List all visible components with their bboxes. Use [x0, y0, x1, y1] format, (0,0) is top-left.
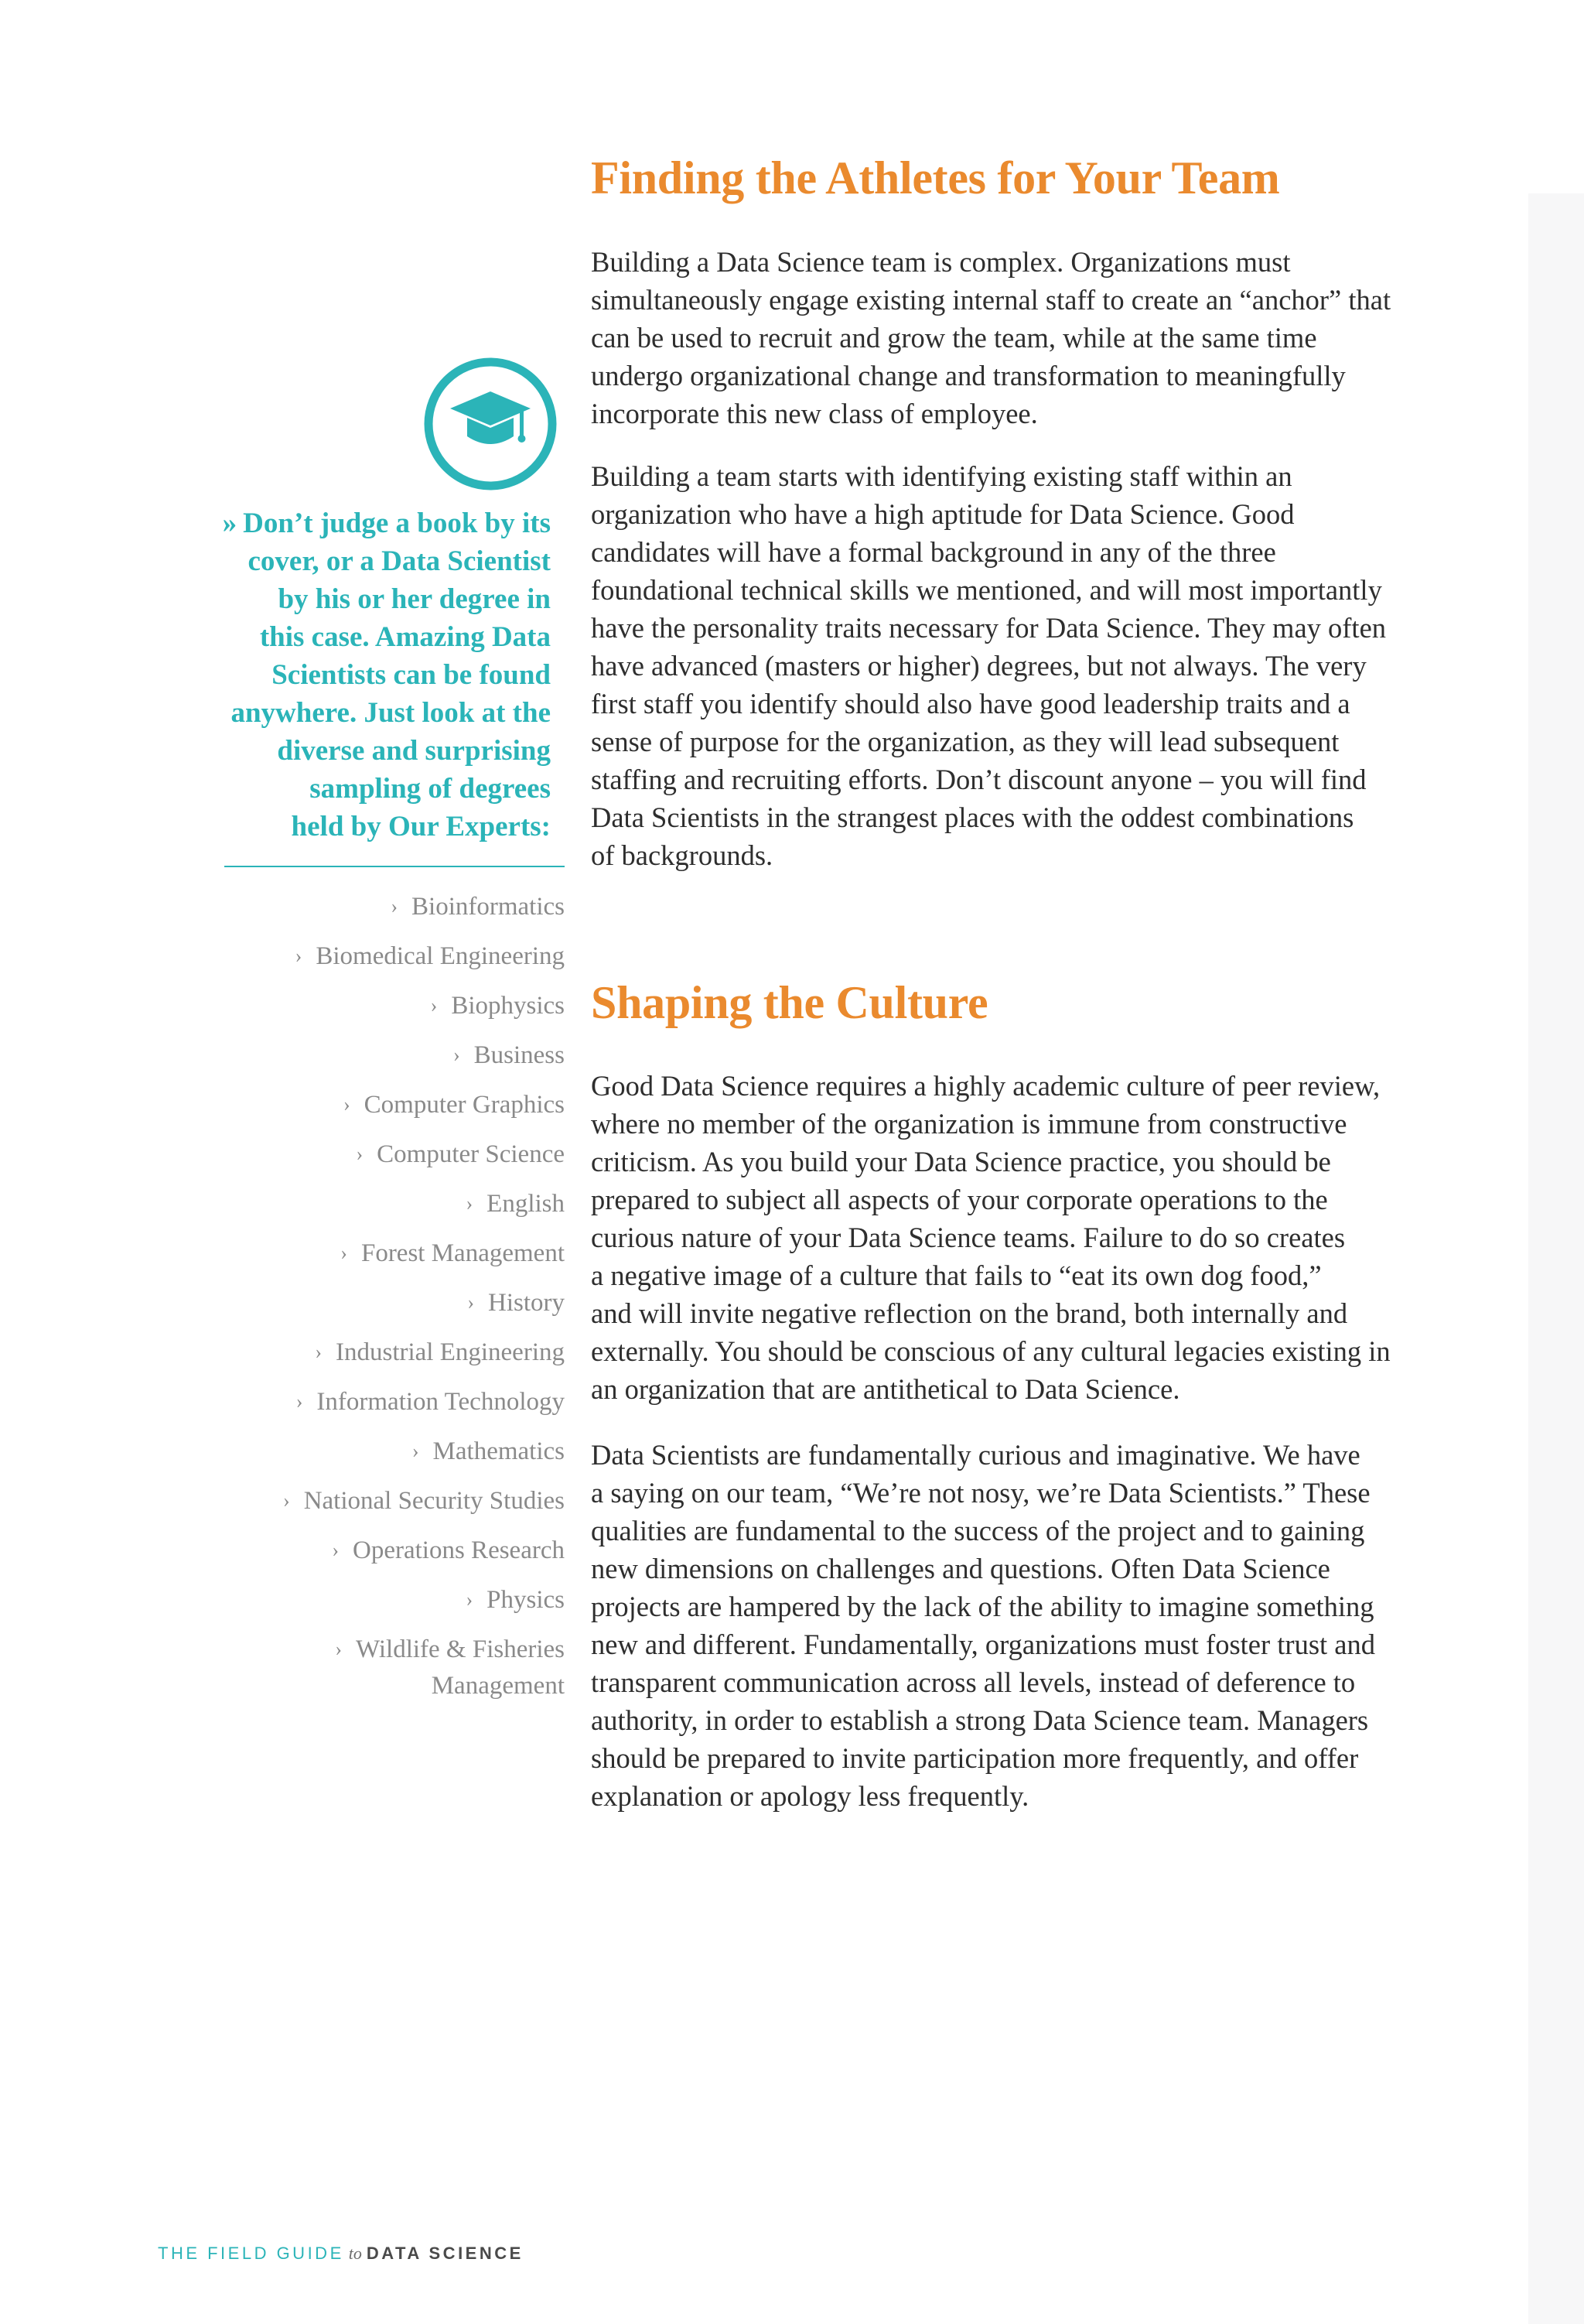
list-item [209, 888, 565, 925]
list-item [209, 1284, 565, 1321]
text-line: sense of purpose for the organization, as they will lead subsequent [591, 726, 1340, 757]
list-item [209, 1433, 565, 1470]
paragraph [591, 243, 1426, 432]
list-item [209, 1581, 565, 1618]
text-line: new dimensions on challenges and questions. Often Data Science [591, 1553, 1330, 1584]
text-line: Building a Data Science team is complex. Organizations must [591, 246, 1291, 278]
divider-rule [224, 866, 565, 867]
pull-quote-line: held by Our Experts: [291, 811, 551, 842]
text-line: Building a team starts with identifying existing staff within an [591, 460, 1292, 492]
list-item [209, 1532, 565, 1569]
degree-label: Physics [486, 1586, 565, 1614]
degree-list [209, 888, 565, 1717]
degree-label: Mathematics [432, 1437, 565, 1465]
list-item [209, 1136, 565, 1173]
text-line: a negative image of a culture that fails to “eat its own dog food,” [591, 1259, 1322, 1291]
list-item [209, 1383, 565, 1420]
bullet-icon: › [467, 1291, 474, 1314]
degree-label: Biomedical Engineering [316, 942, 565, 970]
paragraph [591, 1436, 1426, 1815]
text-line: transparent communication across all levels, instead of deference to [591, 1666, 1356, 1698]
list-item [209, 938, 565, 975]
footer-connector: to [348, 2244, 362, 2263]
text-line: projects are hampered by the lack of the ability to imagine something [591, 1591, 1374, 1622]
list-item [209, 1482, 565, 1519]
pull-quote-line: by his or her degree in [278, 583, 551, 615]
degree-label-continued: Management [431, 1672, 565, 1700]
degree-label: Computer Science [377, 1140, 565, 1168]
text-line: a saying on our team, “We’re not nosy, we’re Data Scientists.” These [591, 1477, 1371, 1509]
text-line: undergo organizational change and transformation to meaningfully [591, 360, 1346, 391]
page-footer [158, 2244, 524, 2264]
bullet-icon: › [411, 1440, 419, 1462]
text-line: staffing and recruiting efforts. Don’t discount anyone – you will find [591, 764, 1367, 795]
bullet-icon: › [466, 1588, 473, 1611]
quote-marker: » [222, 508, 237, 539]
degree-label: Bioinformatics [411, 893, 565, 921]
pull-quote-text: Don’t judge a book by its [243, 508, 551, 539]
text-line: organization who have a high aptitude for Data Science. Good [591, 498, 1295, 530]
bullet-icon: › [430, 994, 438, 1017]
text-line: candidates will have a formal background in any of the three [591, 536, 1276, 568]
bullet-icon: › [295, 945, 302, 967]
text-line: can be used to recruit and grow the team, while at the same time [591, 322, 1317, 354]
bullet-icon: › [343, 1093, 350, 1116]
degree-label: Wildlife & Fisheries [356, 1635, 565, 1663]
text-line: authority, in order to establish a strong Data Science team. Managers [591, 1704, 1369, 1736]
paragraph [591, 457, 1426, 874]
text-line: curious nature of your Data Science teams. Failure to do so creates [591, 1222, 1346, 1253]
text-line: new and different. Fundamentally, organizations must foster trust and [591, 1629, 1375, 1660]
text-line: should be prepared to invite participation more frequently, and offer [591, 1742, 1359, 1774]
text-line: externally. You should be conscious of any cultural legacies existing in [591, 1335, 1391, 1367]
text-line: have advanced (masters or higher) degrees, but not always. The very [591, 650, 1367, 682]
text-line: incorporate this new class of employee. [591, 398, 1038, 429]
text-line: prepared to subject all aspects of your corporate operations to the [591, 1184, 1328, 1215]
text-line: Good Data Science requires a highly academic culture of peer review, [591, 1070, 1381, 1102]
pull-quote-line: this case. Amazing Data [259, 621, 551, 653]
degree-label: English [486, 1190, 565, 1218]
pull-quote-line: Scientists can be found [271, 659, 551, 691]
page-edge-shade [1528, 193, 1584, 2324]
bullet-icon: › [283, 1489, 290, 1512]
bullet-icon: › [356, 1143, 364, 1165]
bullet-icon: › [315, 1341, 322, 1363]
pull-quote-line: cover, or a Data Scientist [248, 545, 551, 577]
text-line: first staff you identify should also have good leadership traits and a [591, 688, 1350, 719]
text-line: where no member of the organization is immune from constructive [591, 1108, 1347, 1140]
text-line: criticism. As you build your Data Science practice, you should be [591, 1146, 1331, 1177]
list-item [209, 1334, 565, 1371]
list-item [209, 1631, 565, 1704]
footer-title-part: THE FIELD GUIDE [158, 2244, 344, 2263]
pull-quote-line: sampling of degrees [309, 773, 551, 805]
degree-label: Operations Research [353, 1536, 565, 1564]
bullet-icon: › [335, 1638, 343, 1660]
text-line: qualities are fundamental to the success of the project and to gaining [591, 1515, 1365, 1546]
graduation-cap-icon [422, 356, 558, 492]
text-line: and will invite negative reflection on the brand, both internally and [591, 1297, 1348, 1329]
bullet-icon: › [332, 1539, 340, 1561]
bullet-icon: › [391, 895, 398, 918]
bullet-icon: › [452, 1044, 460, 1066]
list-item [209, 1086, 565, 1123]
pull-quote-line [209, 504, 551, 542]
list-item [209, 1185, 565, 1222]
list-item [209, 1037, 565, 1074]
section-heading-athletes: Finding the Athletes for Your Team [591, 152, 1280, 203]
pull-quote-line: diverse and surprising [277, 735, 551, 767]
list-item [209, 987, 565, 1024]
text-line: simultaneously engage existing internal staff to create an “anchor” that [591, 284, 1391, 316]
list-item [209, 1235, 565, 1272]
degree-label: History [488, 1289, 565, 1317]
bullet-icon: › [295, 1390, 303, 1413]
text-line: have the personality traits necessary for Data Science. They may often [591, 612, 1387, 644]
degree-label: Forest Management [360, 1239, 565, 1267]
text-line: explanation or apology less frequently. [591, 1780, 1029, 1812]
text-line: Data Scientists are fundamentally curious and imaginative. We have [591, 1439, 1360, 1471]
text-line: an organization that are antithetical to Data Science. [591, 1373, 1180, 1405]
bullet-icon: › [466, 1192, 473, 1215]
section-heading-culture: Shaping the Culture [591, 977, 988, 1028]
text-line: of backgrounds. [591, 839, 773, 871]
text-line: Data Scientists in the strangest places with the oddest combinations [591, 801, 1354, 833]
degree-label: National Security Studies [303, 1487, 565, 1515]
text-line: foundational technical skills we mentioned, and will most importantly [591, 574, 1382, 606]
bullet-icon: › [340, 1242, 347, 1264]
degree-label: Computer Graphics [364, 1091, 565, 1119]
degree-label: Industrial Engineering [335, 1338, 565, 1366]
degree-label: Biophysics [451, 992, 565, 1020]
pull-quote-line: anywhere. Just look at the [230, 697, 551, 729]
footer-title-emphasis: DATA SCIENCE [366, 2244, 524, 2263]
degree-label: Information Technology [316, 1388, 565, 1416]
degree-label: Business [473, 1041, 565, 1069]
paragraph [591, 1067, 1426, 1408]
pull-quote [209, 504, 551, 846]
